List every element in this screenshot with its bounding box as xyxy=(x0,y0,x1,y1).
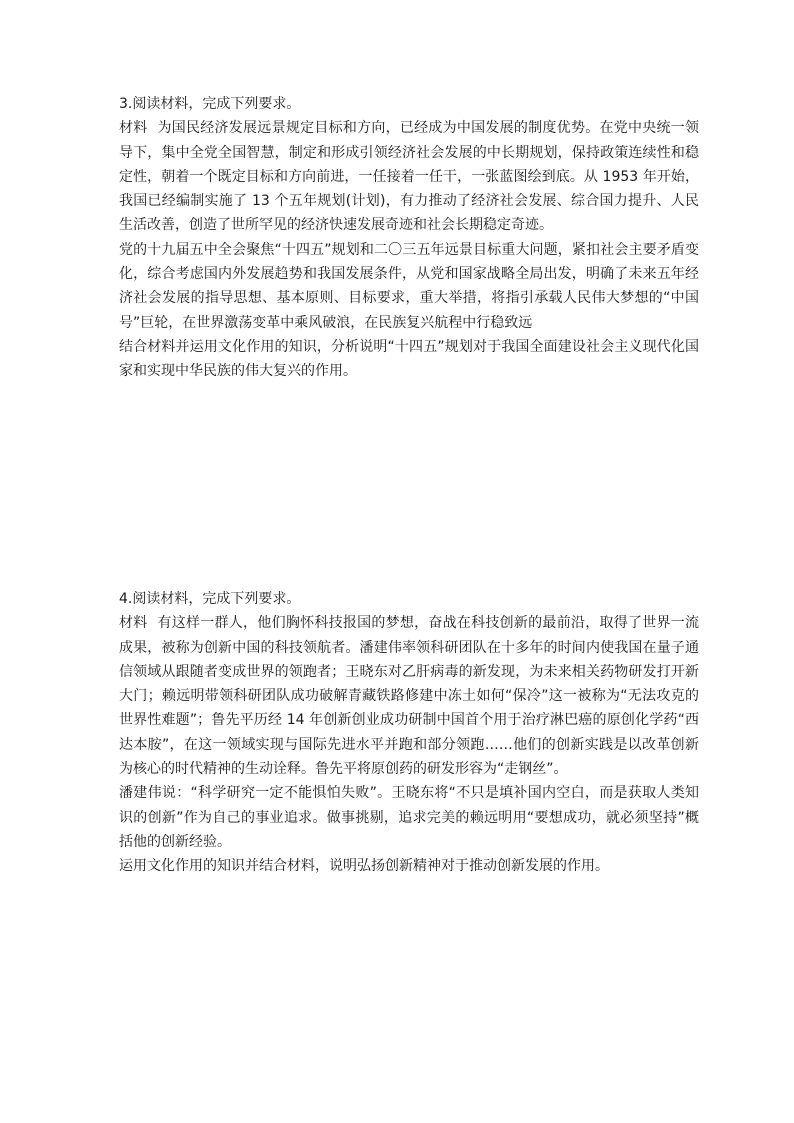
question-4-title: 4.阅读材料，完成下列要求。 xyxy=(119,591,301,607)
question-3-paragraph-2: 党的十九届五中全会聚焦“十四五”规划和二〇三五年远景目标重大问题，紧扣社会主要矛盾变化，综合考虑国内外发展趋势和我国发展条件，从党和国家战略全局出发，明确了未来五年经济社会发展的指导思想、基本原则、目标要求，重大举措，将指引承载人民伟大梦想的“中国号”巨轮，在世界激荡变革中乘风破浪，在民族复兴航程中行稳致远 xyxy=(119,241,699,331)
question-3-prompt: 结合材料并运用文化作用的知识，分析说明“十四五”规划对于我国全面建设社会主义现代化国家和实现中华民族的伟大复兴的作用。 xyxy=(119,338,699,380)
question-4-paragraph-2: 潘建伟说：“科学研究一定不能惧怕失败”。王晓东将“不只是填补国内空白，而是获取人类知识的创新”作为自己的事业追求。做事挑剔，追求完美的赖远明用“要想成功，就必须坚持”概括他的创新经验。 xyxy=(119,785,699,850)
question-4-prompt: 运用文化作用的知识并结合材料，说明弘扬创新精神对于推动创新发展的作用。 xyxy=(119,858,609,875)
question-3-material-paragraph xyxy=(119,116,699,237)
question-3-title: 3.阅读材料，完成下列要求。 xyxy=(119,96,301,112)
question-4-material-paragraph xyxy=(119,611,699,781)
material-label: 材料 xyxy=(119,120,148,137)
material-text: 为国民经济发展远景规定目标和方向，已经成为中国发展的制度优势。在党中央统一领导下，集中全党全国智慧，制定和形成引领经济社会发展的中长期规划，保持政策连续性和稳定性，朝着一个既定目标和方向前进，一任接着一任干，一张蓝图绘到底。从 1953 年开始，我国已经编制实施了 13 个五年规划(计划)，有力推动了经济社会发展、综合国力提升、人民生活改善，创造了世所罕见的经济快速发展奇迹和社会长期稳定奇迹。 xyxy=(119,120,700,234)
material-label: 材料 xyxy=(119,615,148,632)
material-text: 有这样一群人，他们胸怀科技报国的梦想，奋战在科技创新的最前沿，取得了世界一流成果，被称为创新中国的科技领航者。潘建伟率领科研团队在十多年的时间内使我国在量子通信领域从跟随者变成世界的领跑者；王晓东对乙肝病毒的新发现，为未来相关药物研发打开新大门；赖远明带领科研团队成功破解青藏铁路修建中冻土如何“保冷”这一被称为“无法攻克的世界性难题”；鲁先平历经 14 年创新创业成功研制中国首个用于治疗淋巴癌的原创化学药“西达本胺”，在这一领域实现与国际先进水平并跑和部分领跑……他们的创新实践是以改革创新为核心的时代精神的生动诠释。鲁先平将原创药的研发形容为“走钢丝”。 xyxy=(119,615,700,778)
question-3 xyxy=(119,92,699,384)
question-4 xyxy=(119,587,699,879)
